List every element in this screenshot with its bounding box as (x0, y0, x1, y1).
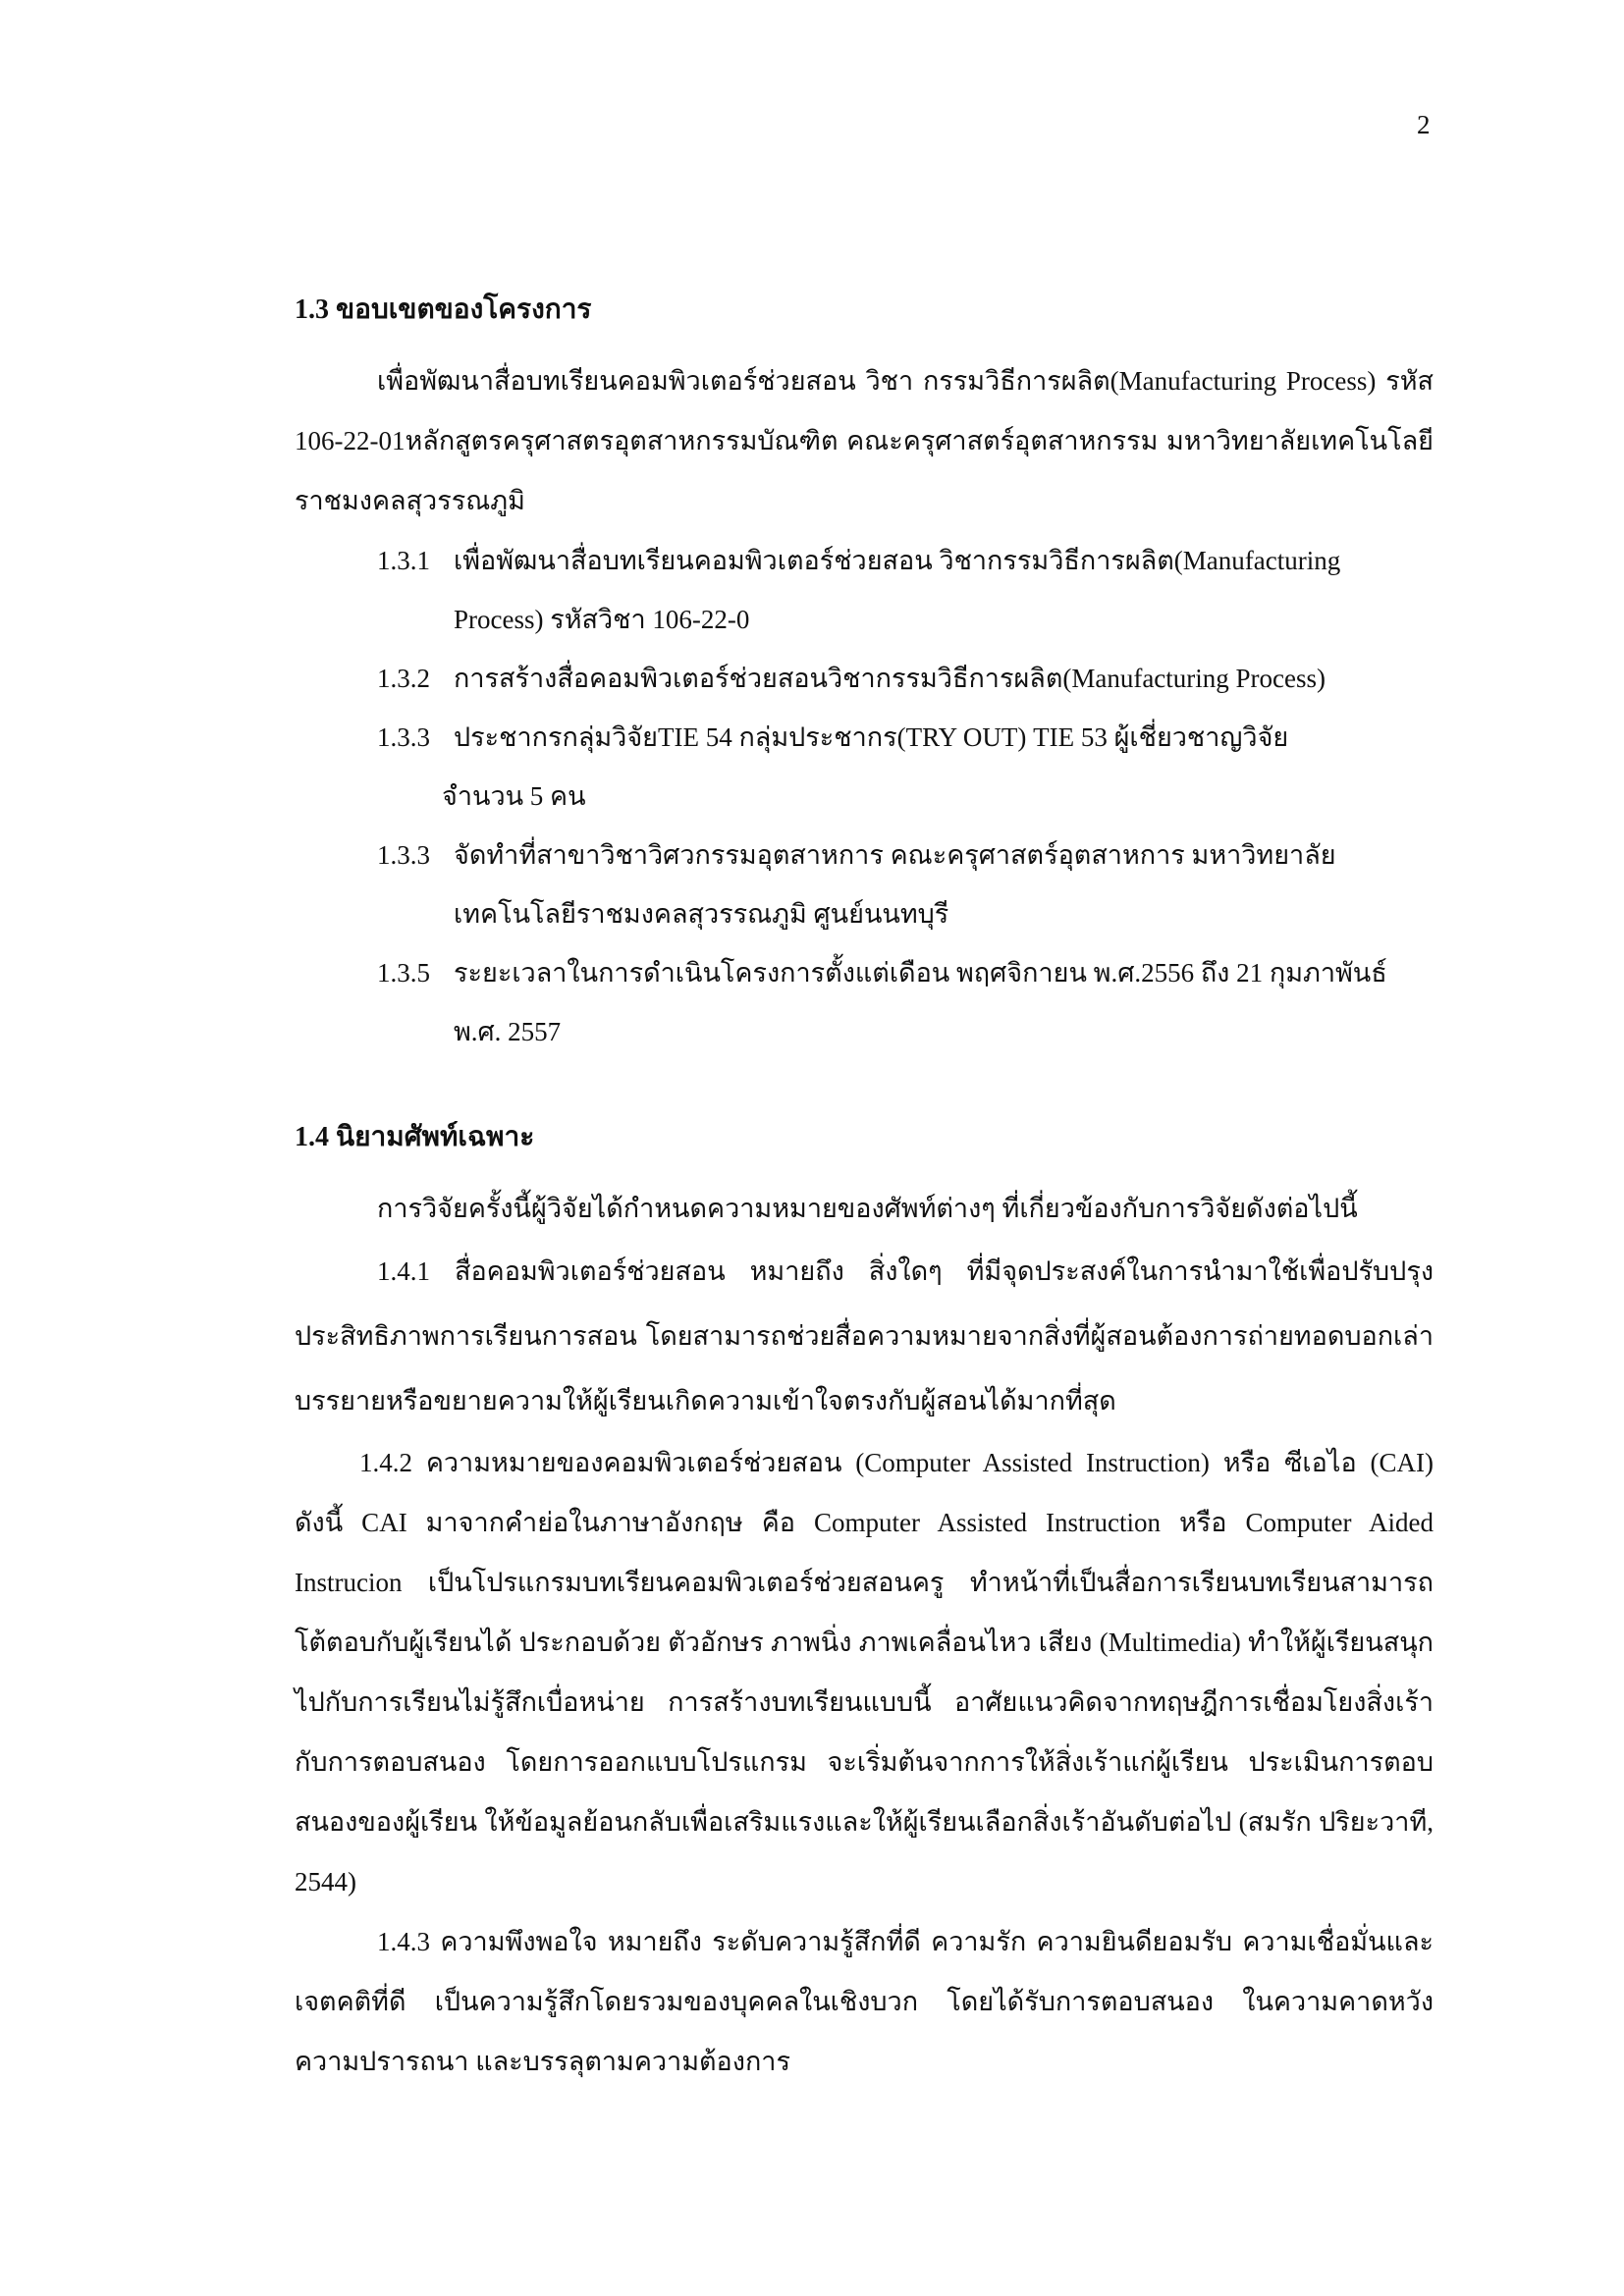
item-number: 1.3.1 (377, 546, 430, 575)
item-continuation: จำนวน 5 คน (442, 781, 586, 811)
document-body (295, 291, 1434, 2092)
list-item (295, 943, 1434, 1061)
section-heading-1-4: 1.4 นิยามศัพท์เฉพาะ (295, 1122, 535, 1152)
item-text: การสร้างสื่อคอมพิวเตอร์ช่วยสอนวิชากรรมวิธีการผลิต(Manufacturing Process) (454, 664, 1326, 693)
item-number: 1.3.5 (377, 958, 430, 988)
list-item (295, 649, 1434, 708)
section-1-4-intro: การวิจัยครั้งนี้ผู้วิจัยได้กำหนดความหมายของศัพท์ต่างๆ ที่เกี่ยวข้องกับการวิจัยดังต่อไปนี้ (377, 1194, 1358, 1223)
item-continuation: เทคโนโลยีราชมงคลสุวรรณภูมิ ศูนย์นนทบุรี (454, 899, 949, 929)
list-item (295, 708, 1434, 826)
item-text: ประชากรกลุ่มวิจัยTIE 54 กลุ่มประชากร(TRY OUT) TIE 53 ผู้เชี่ยวชาญวิจัย (454, 722, 1289, 752)
item-text: ระยะเวลาในการดำเนินโครงการตั้งแต่เดือน พฤศจิกายน พ.ศ.2556 ถึง 21 กุมภาพันธ์ (454, 958, 1387, 988)
definition-1-4-3: 1.4.3 ความพึงพอใจ หมายถึง ระดับความรู้สึกที่ดี ความรัก ความยินดียอมรับ ความเชื่อมั่นและเจตคติที่ดี เป็นความรู้สึกโดยรวมของบุคคลในเชิงบวก โดยได้รับการตอบสนอง ในความคาดหวัง ความปรารถนา และบรรลุตามความต้องการ (295, 1927, 1434, 2076)
section-heading-1-3: 1.3 ขอบเขตของโครงการ (295, 294, 592, 325)
item-text: เพื่อพัฒนาสื่อบทเรียนคอมพิวเตอร์ช่วยสอน วิชากรรมวิธีการผลิต(Manufacturing (454, 546, 1341, 575)
definition-1-4-1: 1.4.1 สื่อคอมพิวเตอร์ช่วยสอน หมายถึง สิ่งใดๆ ที่มีจุดประสงค์ในการนำมาใช้เพื่อปรับปรุงประสิทธิภาพการเรียนการสอน โดยสามารถช่วยสื่อความหมายจากสิ่งที่ผู้สอนต้องการถ่ายทอดบอกเล่าบรรยายหรือขยายความให้ผู้เรียนเกิดความเข้าใจตรงกับผู้สอนได้มากที่สุด (295, 1256, 1434, 1415)
item-text: จัดทำที่สาขาวิชาวิศวกรรมอุตสาหการ คณะครุศาสตร์อุตสาหการ มหาวิทยาลัย (454, 840, 1336, 870)
list-item (295, 826, 1434, 943)
item-number: 1.3.2 (377, 664, 430, 693)
item-number: 1.3.3 (377, 722, 430, 752)
item-number: 1.3.3 (377, 840, 430, 870)
page-number: 2 (1417, 110, 1431, 139)
list-item (295, 531, 1434, 649)
section-1-3-intro: เพื่อพัฒนาสื่อบทเรียนคอมพิวเตอร์ช่วยสอน วิชา กรรมวิธีการผลิต(Manufacturing Process) รหัส 106-22-01หลักสูตรครุศาสตรอุตสาหกรรมบัณฑิต คณะครุศาสตร์อุตสาหกรรม มหาวิทยาลัยเทคโนโลยีราชมงคลสุวรรณภูมิ (295, 366, 1434, 515)
item-continuation: Process) รหัสวิชา 106-22-0 (454, 605, 750, 634)
item-continuation: พ.ศ. 2557 (454, 1017, 562, 1046)
definition-1-4-2: 1.4.2 ความหมายของคอมพิวเตอร์ช่วยสอน (Computer Assisted Instruction) หรือ ซีเอไอ (CAI) ดังนี้ CAI มาจากคำย่อในภาษาอังกฤษ คือ Computer Assisted Instruction หรือ Computer Aided Instrucion เป็นโปรแกรมบทเรียนคอมพิวเตอร์ช่วยสอนครู ทำหน้าที่เป็นสื่อการเรียนบทเรียนสามารถโต้ตอบกับผู้เรียนได้ ประกอบด้วย ตัวอักษร ภาพนิ่ง ภาพเคลื่อนไหว เสียง (Multimedia) ทำให้ผู้เรียนสนุกไปกับการเรียนไม่รู้สึกเบื่อหน่าย การสร้างบทเรียนแบบนี้ อาศัยแนวคิดจากทฤษฎีการเชื่อมโยงสิ่งเร้ากับการตอบสนอง โดยการออกแบบโปรแกรม จะเริ่มต้นจากการให้สิ่งเร้าแก่ผู้เรียน ประเมินการตอบสนองของผู้เรียน ให้ข้อมูลย้อนกลับเพื่อเสริมแรงและให้ผู้เรียนเลือกสิ่งเร้าอันดับต่อไป (สมรัก ปริยะวาที, 2544) (295, 1448, 1434, 1896)
